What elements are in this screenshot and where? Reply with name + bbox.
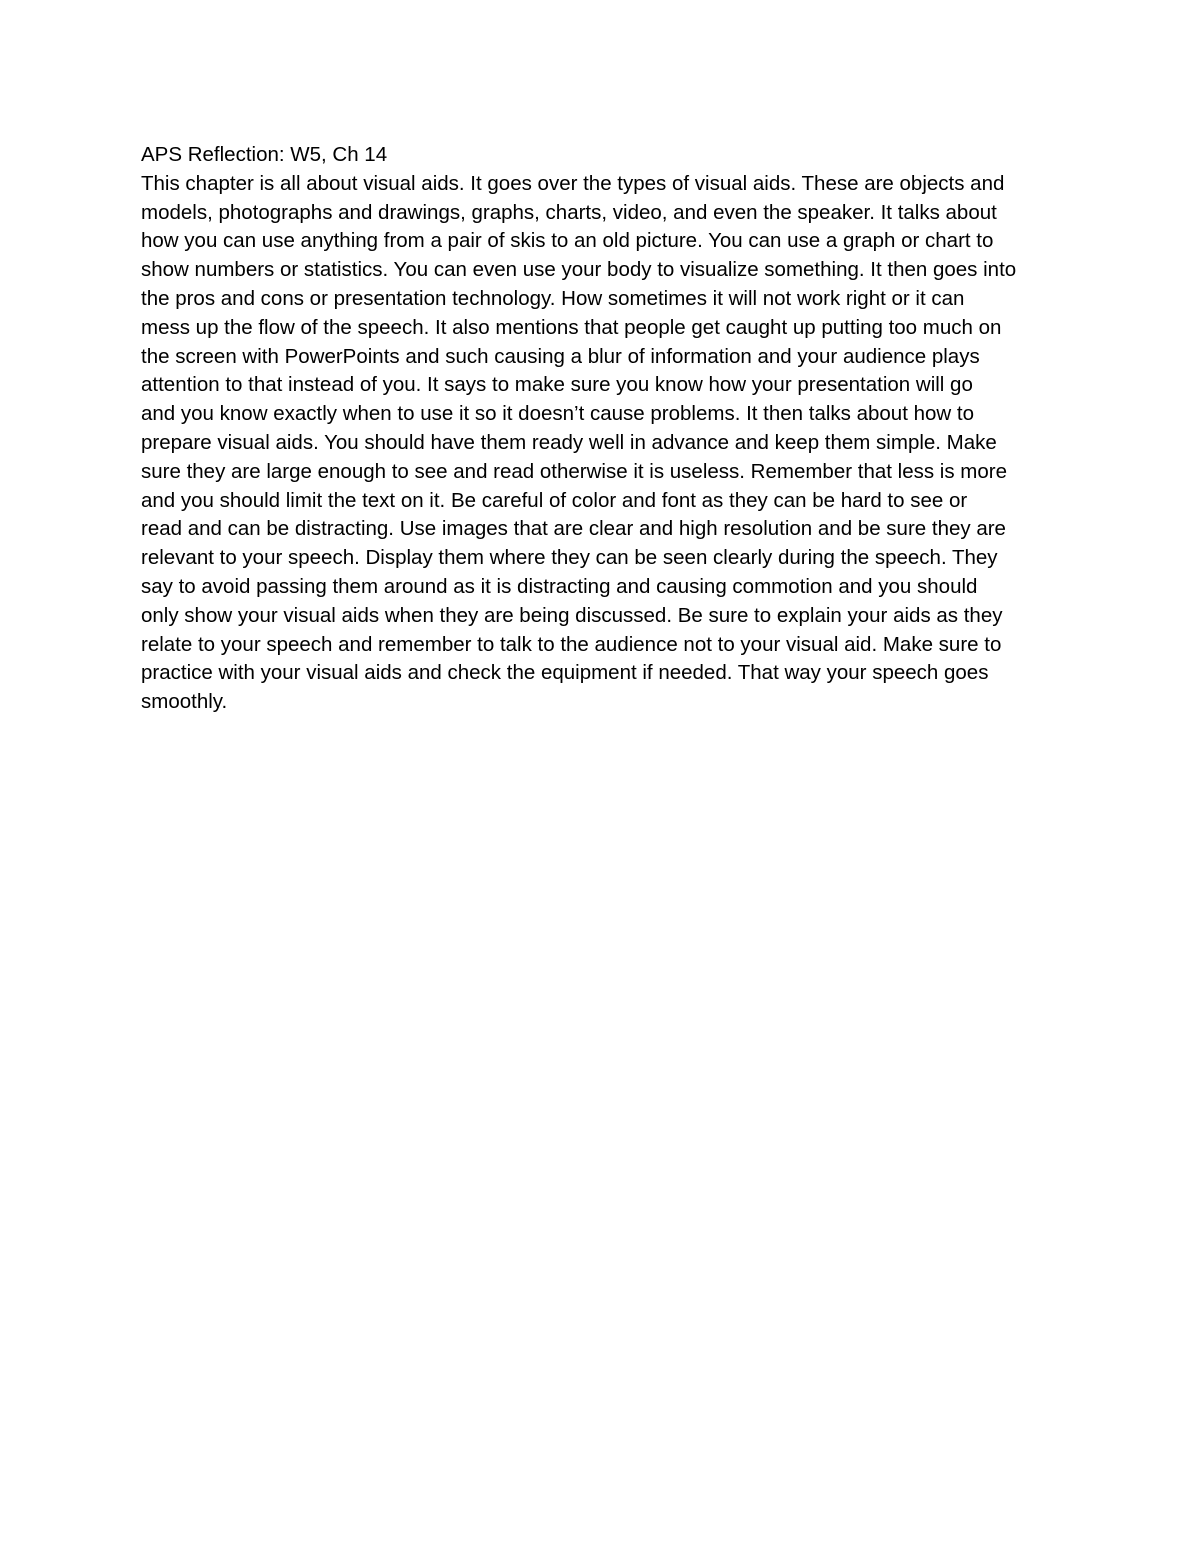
body-line: This chapter is all about visual aids. It goes over the types of visual aids. These are objects and (141, 171, 1005, 195)
body-line: how you can use anything from a pair of skis to an old picture. You can use a graph or chart to (141, 229, 994, 253)
body-line: prepare visual aids. You should have them ready well in advance and keep them simple. Make (141, 430, 997, 454)
body-line: smoothly. (141, 690, 228, 714)
body-line: read and can be distracting. Use images that are clear and high resolution and be sure they are (141, 517, 1006, 541)
document-title: APS Reflection: W5, Ch 14 (141, 143, 388, 166)
body-line: relate to your speech and remember to talk to the audience not to your visual aid. Make sure to (141, 632, 1002, 656)
document-body (141, 170, 1061, 717)
body-line: the screen with PowerPoints and such causing a blur of information and your audience plays (141, 344, 980, 368)
body-line: and you should limit the text on it. Be careful of color and font as they can be hard to see or (141, 488, 968, 512)
body-line: show numbers or statistics. You can even use your body to visualize something. It then goes into (141, 258, 1017, 282)
body-line: only show your visual aids when they are being discussed. Be sure to explain your aids as they (141, 603, 1003, 627)
document-content (141, 141, 1061, 717)
body-line: models, photographs and drawings, graphs, charts, video, and even the speaker. It talks about (141, 200, 997, 224)
body-line: the pros and cons or presentation technology. How sometimes it will not work right or it can (141, 286, 965, 310)
body-line: say to avoid passing them around as it is distracting and causing commotion and you should (141, 574, 978, 598)
body-line: sure they are large enough to see and read otherwise it is useless. Remember that less is more (141, 459, 1007, 483)
body-line: practice with your visual aids and check the equipment if needed. That way your speech goes (141, 661, 989, 685)
body-line: relevant to your speech. Display them where they can be seen clearly during the speech. They (141, 546, 998, 570)
body-line: mess up the flow of the speech. It also mentions that people get caught up putting too much on (141, 315, 1002, 339)
body-line: attention to that instead of you. It says to make sure you know how your presentation will go (141, 373, 973, 397)
body-line: and you know exactly when to use it so it doesn’t cause problems. It then talks about how to (141, 402, 975, 426)
